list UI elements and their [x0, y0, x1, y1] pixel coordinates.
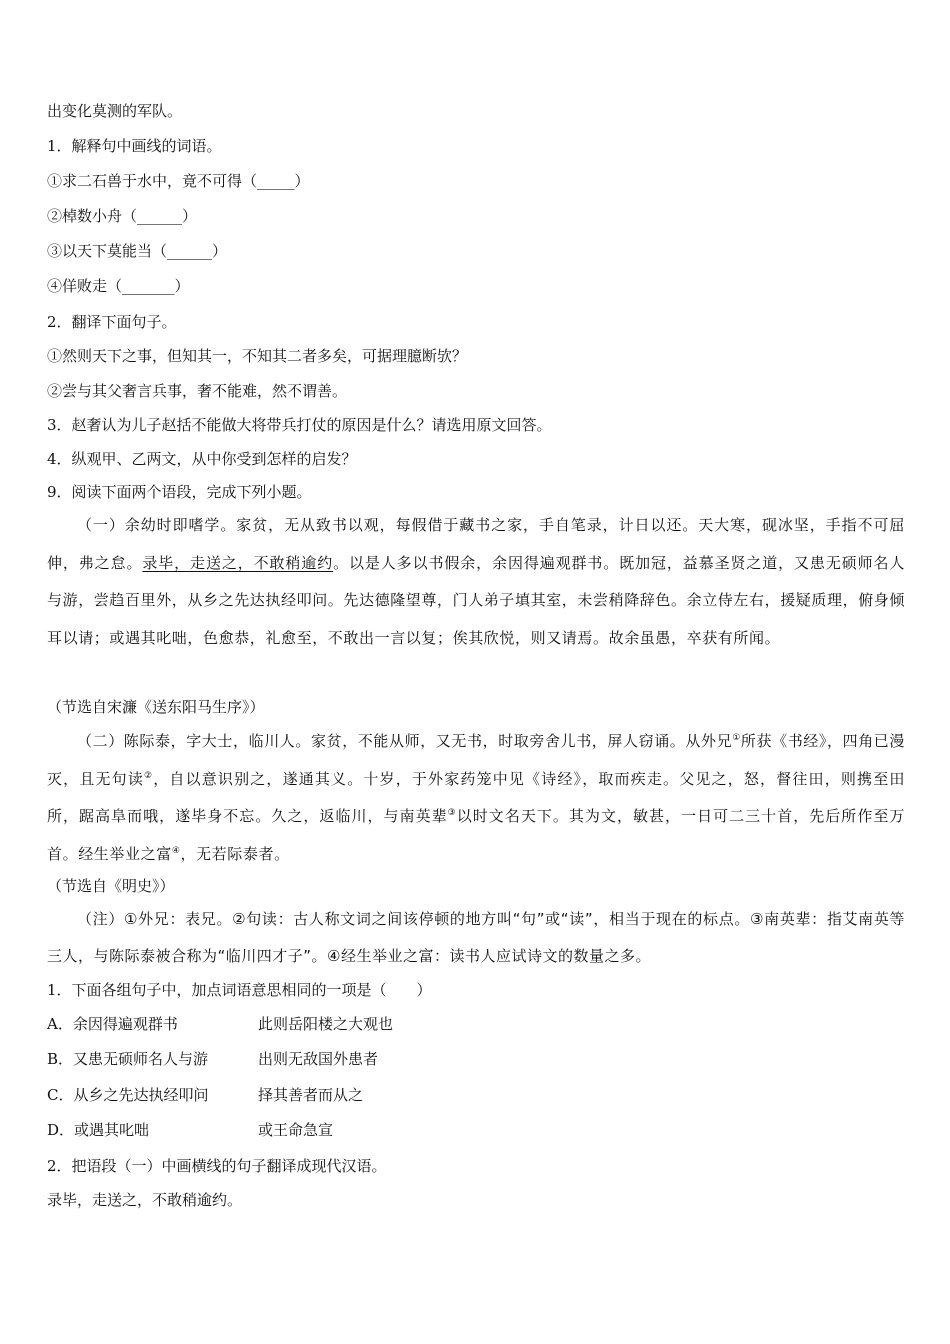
passage-two-text: （二）陈际泰，字大士，临川人。家贫，不能从师，又无书，时取旁舍儿书，屏人窃诵。从外兄: [77, 732, 733, 750]
q3-stem: 3．赵奢认为儿子赵括不能做大将带兵打仗的原因是什么？请选用原文回答。: [47, 416, 552, 434]
sub1-stem: 1．下面各组句子中，加点词语意思相同的一项是（ ）: [47, 981, 432, 999]
q2-item: ②尝与其父奢言兵事，奢不能难，然不谓善。: [47, 382, 348, 400]
footnote-marker: ②: [144, 770, 154, 781]
passage-two-text: ，无若际泰者。: [180, 844, 290, 863]
q1-item: ①求二石兽于水中，竟不可得（_____）: [47, 172, 310, 190]
option-a-left: A．余因得遍观群书: [47, 1015, 178, 1033]
passage-one-text: 。以是人多以书假余，余因得遍观群书。既加冠，益慕圣贤之道，又患无硕师名人与游，尝趋百里外，从乡之先达执经叩问。先达德隆望尊，门人弟子填其室，未尝稍降辞色。余立侍左右，援疑质理，俯身倾耳以请；或遇其叱咄，色愈恭，礼愈至，不敢出一言以复；俟其欣悦，则又请焉。故余虽愚，卒获有所闻。: [47, 553, 906, 647]
q1-item: ②棹数小舟（______）: [47, 207, 198, 225]
passage-one-text: （一）余幼时即嗜学。家贫，无从致书以观，每假借于藏书之家，手自笔录，计日以还。天大寒，砚冰坚，手指不可屈伸，弗之怠。: [47, 516, 905, 572]
option-c-left: C．从乡之先达执经叩问: [47, 1086, 209, 1104]
footnote-marker: ①: [732, 733, 741, 743]
q2-item: ①然则天下之事，但知其一，不知其二者多矣，可据理臆断欤？: [47, 347, 468, 365]
passage-one-source: （节选自宋濂《送东阳马生序》）: [47, 698, 265, 716]
q1-item: ③以天下莫能当（______）: [47, 242, 228, 260]
footnote-marker: ④: [171, 845, 181, 856]
option-c-right: 择其善者而从之: [258, 1086, 364, 1104]
sub2-sentence: 录毕，走送之，不敢稍逾约。: [47, 1191, 243, 1209]
passage-two-source: （节选自《明史》）: [47, 877, 175, 895]
passage-two-text: 以时文名天下。其为文，敏甚，一日可二三十首，先后所作至万首。经生举业之富: [47, 807, 905, 863]
option-b-right: 出则无敌国外患者: [258, 1050, 379, 1068]
q4-stem: 4．纵观甲、乙两文，从中你受到怎样的启发？: [47, 450, 357, 468]
option-d: [47, 1120, 334, 1140]
option-b-left: B．又患无硕师名人与游: [47, 1050, 209, 1068]
q9-stem: 9．阅读下面两个语段，完成下列小题。: [47, 483, 312, 501]
underlined-sentence: 录毕，走送之，不敢稍逾约: [142, 553, 334, 572]
passage-one: [47, 507, 905, 657]
q1-item: ④佯败走（_______）: [47, 277, 190, 295]
footnote-marker: ③: [447, 808, 457, 818]
option-a-right: 此则岳阳楼之大观也: [258, 1015, 394, 1033]
q1-stem: 1．解释句中画线的词语。: [47, 137, 222, 155]
annotation-notes: （注）①外兄：表兄。②句读：古人称文词之间该停顿的地方叫“句”或“读”，相当于现在的标点。③南英辈：指艾南英等三人，与陈际泰被合称为“临川四才子”。④经生举业之富：读书人应试诗文的数量之多。: [47, 910, 905, 965]
passage-two-text: 所获《书经》，四角已漫灭，且无句读: [47, 732, 905, 788]
option-c: [47, 1085, 364, 1105]
option-d-left: D．或遇其叱咄: [47, 1121, 150, 1139]
q2-stem: 2．翻译下面句子。: [47, 313, 177, 331]
option-b: [47, 1049, 379, 1069]
sub2-stem: 2．把语段（一）中画横线的句子翻译成现代汉语。: [47, 1157, 387, 1175]
option-d-right: 或王命急宣: [258, 1121, 334, 1139]
intro-line: 出变化莫测的军队。: [47, 102, 183, 120]
passage-two-text: ，自以意识别之，遂通其义。十岁，于外家药笼中见《诗经》，取而疾走。父见之，怒，督往田，则携至田所，踞高阜而哦，遂毕身不忘。久之，返临川，与南英辈: [47, 769, 905, 825]
passage-two: [47, 723, 905, 873]
option-a: [47, 1014, 394, 1034]
